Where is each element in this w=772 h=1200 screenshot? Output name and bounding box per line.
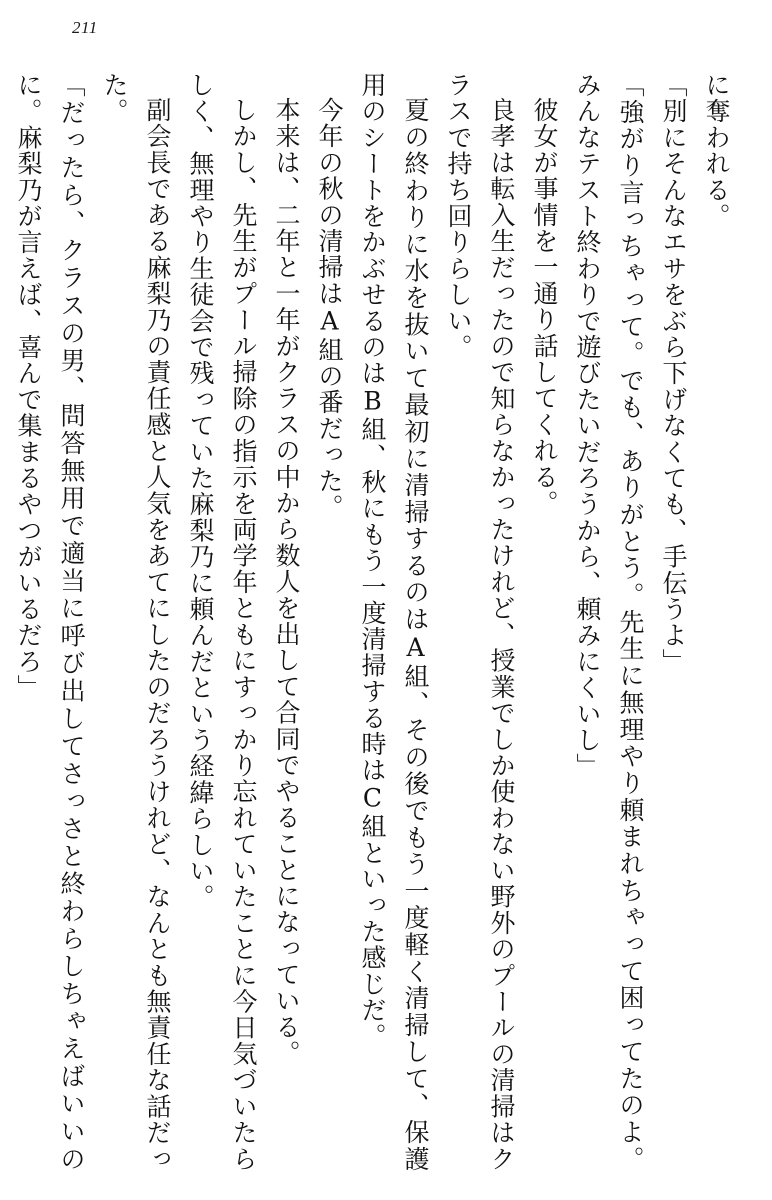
- body-paragraph: 良孝は転入生だったので知らなかったけれど、授業でしか使わない野外のプールの清掃はクラスで持ち回りらしい。: [444, 72, 516, 1172]
- page-number: 211: [72, 18, 98, 37]
- body-paragraph: 「強がり言っちゃって。でも、ありがとう。先生に無理やり頼まれちゃって困ってたのよ。みんなテスト終わりで遊びたいだろうから、頼みにくいし」: [573, 72, 645, 1172]
- body-paragraph: 夏の終わりに水を抜いて最初に清掃するのはA組、その後でもう一度軽く清掃して、保護用のシートをかぶせるのはB組、秋にもう一度清掃する時はC組といった感じだ。: [358, 72, 430, 1172]
- body-paragraph: 彼女が事情を一通り話してくれる。: [530, 97, 559, 517]
- body-paragraph: 本来は、二年と一年がクラスの中から数人を出して合同でやることになっている。: [272, 97, 301, 1067]
- body-paragraph: 副会長である麻梨乃の責任感と人気をあてにしたのだろうけれど、なんとも無責任な話だった。: [100, 72, 172, 1172]
- body-paragraph: 「別にそんなエサをぶら下げなくても、手伝うよ」: [659, 72, 688, 675]
- body-paragraph: しかし、先生がプール掃除の指示を両学年ともにすっかり忘れていたことに今日気づいたらしく、無理やり生徒会で残っていた麻梨乃に頼んだという経緯らしい。: [186, 72, 258, 1172]
- body-paragraph: 「だったら、クラスの男、問答無用で適当に呼び出してさっさと終わらしちゃえばいいのに。麻梨乃が言えば、喜んで集まるやつがいるだろ」: [14, 72, 86, 1172]
- page-text-body: [14, 72, 738, 1172]
- body-paragraph: に奪われる。: [702, 72, 731, 230]
- body-paragraph: 今年の秋の清掃はA組の番だった。: [315, 97, 344, 521]
